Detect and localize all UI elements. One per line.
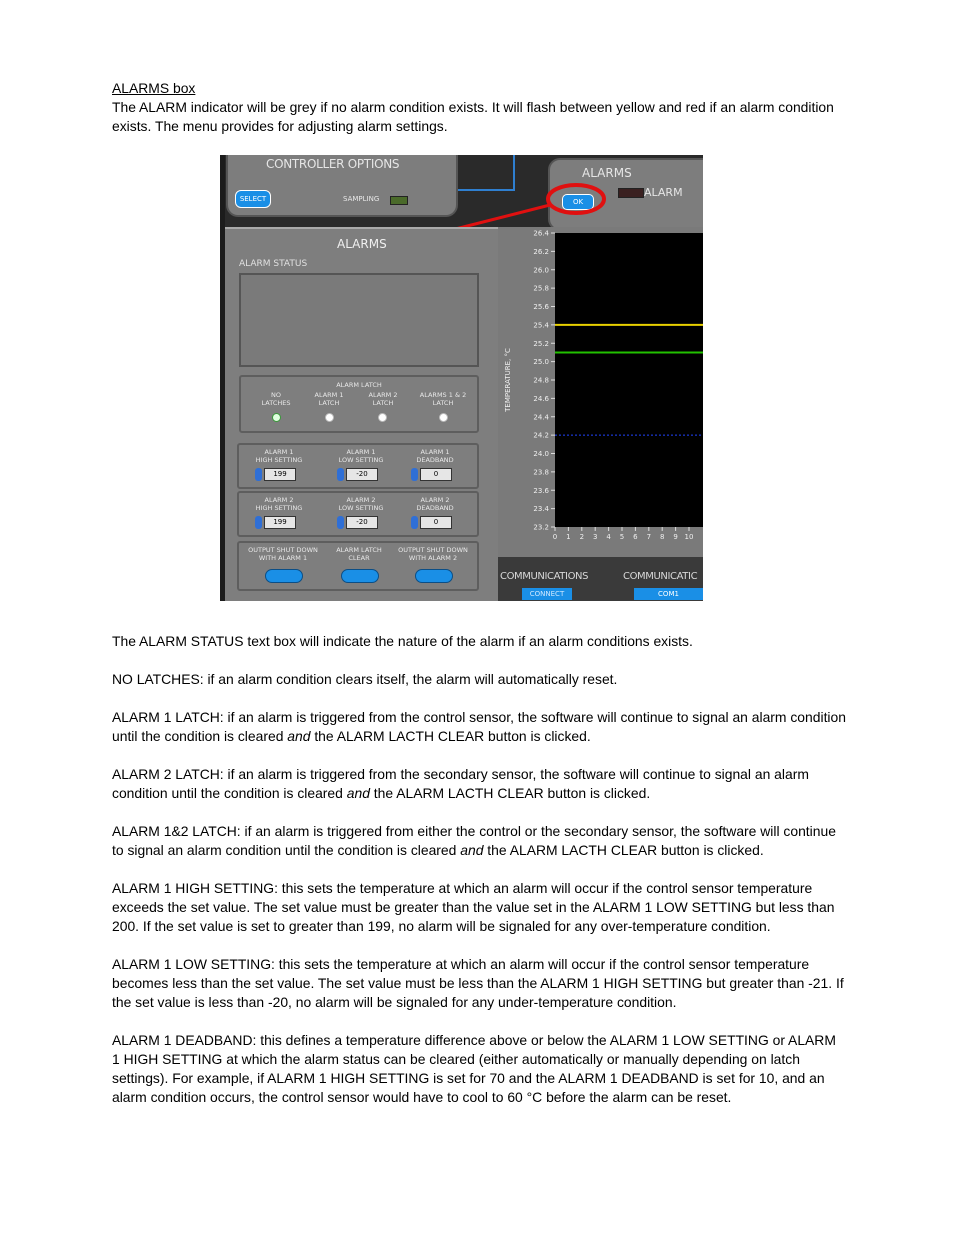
alarm2-settings-group — [237, 491, 479, 537]
x-tick-label: 5 — [619, 533, 625, 541]
alarm-indicator-label: ALARM — [644, 186, 683, 199]
alarm-status-textbox[interactable] — [239, 273, 479, 367]
alarm2-low-spinner[interactable] — [337, 516, 344, 529]
y-tick-label: 24.8 — [533, 376, 549, 385]
alarm1-deadband-label: ALARM 1 DEADBAND — [416, 448, 454, 464]
output-shutdown-alarm2-label: OUTPUT SHUT DOWN WITH ALARM 2 — [398, 546, 468, 562]
y-tick-label: 23.8 — [533, 468, 549, 477]
paragraph-alarm12-latch — [112, 822, 847, 860]
paragraph-alarm2-latch — [112, 765, 847, 803]
text-run: the ALARM LACTH CLEAR button is clicked. — [369, 785, 651, 801]
emphasis: and — [346, 785, 370, 801]
alarm1-low-label: ALARM 1 LOW SETTING — [338, 448, 384, 464]
alarm1-deadband-spinner[interactable] — [411, 468, 418, 481]
y-tick-label: 25.2 — [533, 339, 549, 348]
alarm2-deadband-label: ALARM 2 DEADBAND — [416, 496, 454, 512]
paragraph-no-latches: NO LATCHES: if an alarm condition clears itself, the alarm will automatically reset. — [112, 671, 618, 687]
y-tick-label: 25.6 — [533, 303, 549, 311]
ok-button[interactable]: OK — [562, 194, 594, 210]
x-tick-label: 10 — [684, 533, 694, 541]
text-run: the ALARM LACTH CLEAR button is clicked. — [483, 842, 764, 858]
alarm1-deadband-input[interactable]: 0 — [420, 468, 452, 481]
x-tick-label: 2 — [579, 533, 585, 541]
alarm1-high-spinner[interactable] — [255, 468, 262, 481]
y-tick-label: 25.4 — [533, 321, 549, 330]
y-tick-label: 24.2 — [533, 431, 549, 440]
radio-alarms-1-2-latch[interactable] — [439, 413, 448, 422]
communications-label: COMMUNICATIONS — [500, 571, 589, 582]
y-tick-label: 25.8 — [533, 284, 549, 293]
paragraph-alarm1-low: ALARM 1 LOW SETTING: this sets the temperature at which an alarm will occur if the control sensor temperature becomes less than the set value. The set value must be less than the ALARM 1 HIGH SETTING but greater than -21. If the set value is less than -20, no alarm will be signaled for any under-temperature condition. — [112, 956, 844, 1010]
y-tick-label: 26.4 — [533, 229, 549, 238]
x-tick-label: 1 — [566, 533, 571, 541]
alarm2-low-input[interactable]: -20 — [346, 516, 378, 529]
x-tick-label: 7 — [646, 533, 652, 541]
y-tick-label: 23.6 — [533, 486, 549, 495]
radio-alarm2-latch[interactable] — [378, 413, 387, 422]
connect-button[interactable]: CONNECT — [522, 588, 572, 600]
text-run: ALARM 2 LATCH: if an alarm is triggered from the secondary sensor, the software will continue to signal an alarm condition until the condition is cleared — [112, 766, 809, 801]
y-tick-label: 24.0 — [533, 450, 549, 458]
controller-options-title: CONTROLLER OPTIONS — [266, 157, 400, 171]
alarm-latch-label: ALARM LATCH — [336, 381, 382, 389]
sampling-label: SAMPLING — [343, 195, 380, 203]
text-run: the ALARM LACTH CLEAR button is clicked. — [310, 728, 591, 744]
com-port-select[interactable]: COM1 — [634, 588, 703, 600]
x-tick-label: 3 — [592, 533, 598, 541]
output-shutdown-alarm1-button[interactable] — [265, 569, 303, 583]
y-tick-label: 23.4 — [533, 505, 549, 514]
latch-option-label: ALARM 2 LATCH — [368, 391, 398, 407]
section-heading: ALARMS box — [112, 80, 196, 96]
alarm-status-label: ALARM STATUS — [239, 259, 308, 269]
y-axis-label: TEMPERATURE, °C — [504, 348, 512, 412]
y-tick-label: 24.6 — [533, 394, 549, 403]
x-tick-label: 4 — [606, 533, 611, 541]
x-tick-label: 0 — [552, 533, 558, 541]
y-tick-label: 23.2 — [533, 523, 549, 532]
paragraph-alarm1-latch — [112, 708, 847, 746]
x-tick-label: 8 — [659, 533, 665, 541]
latch-option-label: ALARM 1 LATCH — [314, 391, 344, 407]
output-buttons-group — [237, 541, 479, 591]
paragraph-alarm1-high: ALARM 1 HIGH SETTING: this sets the temperature at which an alarm will occur if the control sensor temperature exceeds the set value. The set value must be greater than the value set in the ALARM 1 LOW SETTING but less than 200. If the set value is set to greater than 199, no alarm will be signaled for any over-temperature condition. — [112, 880, 835, 934]
alarm-latch-clear-button[interactable] — [341, 569, 379, 583]
alarm1-low-spinner[interactable] — [337, 468, 344, 481]
intro-paragraph: The ALARM indicator will be grey if no alarm condition exists. It will flash between yellow and red if an alarm condition exists. The menu provides for adjusting alarm settings. — [112, 99, 834, 134]
plot-background — [555, 233, 703, 527]
communications-label-2: COMMUNICATIC — [623, 571, 698, 582]
alarm2-low-label: ALARM 2 LOW SETTING — [338, 496, 384, 512]
alarms-mini-title: ALARMS — [582, 166, 632, 180]
alarm2-high-spinner[interactable] — [255, 516, 262, 529]
alarm2-high-label: ALARM 2 HIGH SETTING — [255, 496, 303, 512]
emphasis: and — [287, 728, 311, 744]
alarm1-high-label: ALARM 1 HIGH SETTING — [255, 448, 303, 464]
y-tick-label: 26.2 — [533, 247, 549, 256]
latch-option-label: NO LATCHES — [261, 391, 291, 407]
x-tick-label: 9 — [673, 533, 678, 541]
output-shutdown-alarm2-button[interactable] — [415, 569, 453, 583]
alarm1-high-input[interactable]: 199 — [264, 468, 296, 481]
paragraph-alarm1-deadband: ALARM 1 DEADBAND: this defines a temperature difference above or below the ALARM 1 LOW SETTING or ALARM 1 HIGH SETTING at which the alarm status can be cleared (either automatically or manually depending on latch settings). For example, if ALARM 1 HIGH SETTING is set for 70 and the ALARM 1 DEADBAND is set for 10, and an alarm condition occurs, the control sensor would have to cool to 60 °C before the alarm can be reset. — [112, 1032, 836, 1105]
select-button[interactable]: SELECT — [235, 190, 271, 208]
temperature-chart — [498, 227, 703, 557]
latch-option-label: ALARMS 1 & 2 LATCH — [419, 391, 467, 407]
communications-bar — [498, 557, 703, 601]
output-shutdown-alarm1-label: OUTPUT SHUT DOWN WITH ALARM 1 — [248, 546, 318, 562]
alarm1-low-input[interactable]: -20 — [346, 468, 378, 481]
alarm2-high-input[interactable]: 199 — [264, 516, 296, 529]
x-tick-label: 6 — [633, 533, 638, 541]
alarms-heading: ALARMS — [337, 237, 387, 251]
radio-alarm1-latch[interactable] — [325, 413, 334, 422]
emphasis: and — [460, 842, 484, 858]
alarm-latch-group — [239, 375, 479, 433]
text-run: ALARM 1 LATCH: if an alarm is triggered from the control sensor, the software will continue to signal an alarm condition until the condition is cleared — [112, 709, 846, 744]
chart-area — [498, 227, 703, 557]
alarms-panel — [225, 227, 498, 601]
alarm1-settings-group — [237, 443, 479, 489]
paragraph-alarm-status: The ALARM STATUS text box will indicate the nature of the alarm if an alarm conditions exists. — [112, 633, 693, 649]
radio-no-latches[interactable] — [272, 413, 281, 422]
y-tick-label: 26.0 — [533, 266, 549, 275]
alarm2-deadband-spinner[interactable] — [411, 516, 418, 529]
y-tick-label: 24.4 — [533, 413, 549, 422]
alarm-latch-clear-label: ALARM LATCH CLEAR — [336, 546, 382, 562]
highlight-circle — [548, 185, 604, 213]
text-run: ALARM 1&2 LATCH: if an alarm is triggered from either the control or the secondary sensor, the software will continue to signal an alarm condition until the condition is cleared — [112, 823, 836, 858]
y-tick-label: 25.0 — [533, 358, 549, 367]
alarms-screenshot — [220, 155, 703, 601]
alarm2-deadband-input[interactable]: 0 — [420, 516, 452, 529]
